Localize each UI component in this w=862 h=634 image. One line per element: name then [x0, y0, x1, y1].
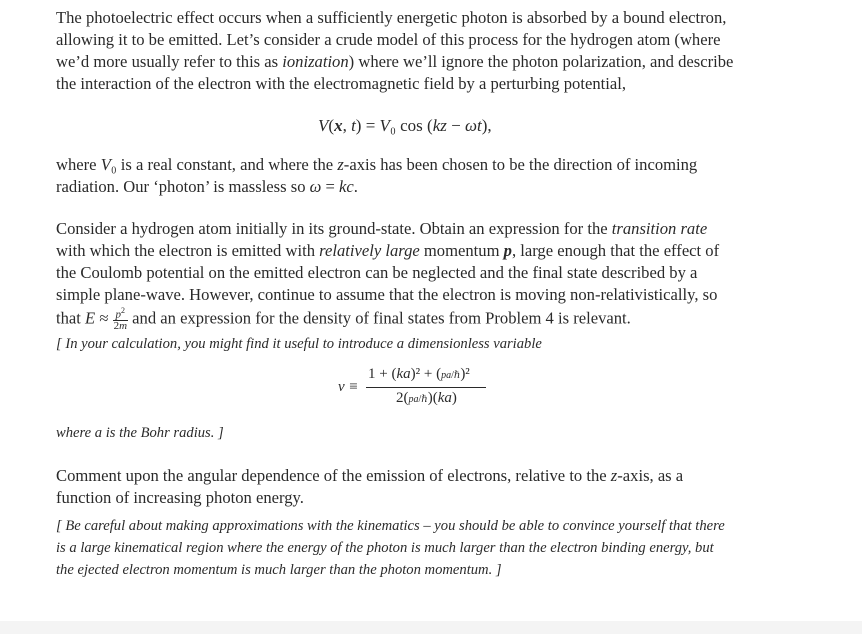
page-bottom-strip — [0, 621, 862, 634]
intro-line-3: we’d more usually refer to this as ionization) where we’ll ignore the photon polarization, and describe — [56, 52, 734, 71]
where-paragraph — [56, 154, 774, 198]
consider-line-3: the Coulomb potential on the emitted electron can be neglected and the final state described by a — [56, 263, 698, 282]
caution-line-1: [ Be careful about making approximations with the kinematics – you should be able to convince yourself that there — [56, 518, 725, 534]
intro-line-4: the interaction of the electron with the electromagnetic field by a perturbing potential, — [56, 74, 626, 93]
where-line-1: where V₀ is a real constant, and where the z-axis has been chosen to be the direction of incoming — [56, 155, 698, 174]
nu-numerator: 1 + (ka)² + (pa/ℏ)² — [368, 366, 470, 382]
hint-note — [56, 333, 774, 355]
consider-line-1: Consider a hydrogen atom initially in its ground-state. Obtain an expression for the transition rate — [56, 219, 708, 238]
comment-paragraph — [56, 465, 774, 509]
potential-equation-text: V(x, t) = V₀ cos (kz − ωt), — [318, 116, 492, 135]
nu-fraction-bar — [366, 387, 486, 388]
potential-equation — [318, 116, 492, 136]
intro-line-1: The photoelectric effect occurs when a sufficiently energetic photon is absorbed by a bound electron, — [56, 8, 727, 27]
comment-line-1: Comment upon the angular dependence of the emission of electrons, relative to the z-axis, as a — [56, 466, 684, 485]
caution-line-3: the ejected electron momentum is much larger than the photon momentum. ] — [56, 562, 502, 578]
consider-line-4: simple plane-wave. However, continue to assume that the electron is moving non-relativistically, so — [56, 285, 718, 304]
bohr-line: where a is the Bohr radius. ] — [56, 425, 224, 441]
intro-line-2: allowing it to be emitted. Let’s consider a crude model of this process for the hydrogen atom (where — [56, 30, 721, 49]
nu-lhs: ν ≡ — [338, 379, 359, 395]
comment-line-2: function of increasing photon energy. — [56, 488, 304, 507]
hint-line: [ In your calculation, you might find it useful to introduce a dimensionless variable — [56, 336, 542, 352]
nu-denominator: 2(pa/ℏ)(ka) — [396, 390, 457, 406]
bohr-note — [56, 422, 774, 444]
caution-note — [56, 515, 774, 581]
intro-paragraph — [56, 7, 774, 95]
consider-line-5: that $E \approx p^2$ 2m and an expression for the density of final states from Problem 4 is relevant. — [56, 306, 631, 332]
caution-line-2: is a large kinematical region where the energy of the photon is much larger than the electron binding energy, but — [56, 540, 714, 556]
where-line-2: radiation. Our ‘photon’ is massless so ω = kc. — [56, 177, 358, 196]
consider-paragraph — [56, 218, 774, 331]
consider-line-2: with which the electron is emitted with relatively large momentum p, large enough that the effect of — [56, 241, 720, 260]
nu-definition — [338, 366, 498, 416]
